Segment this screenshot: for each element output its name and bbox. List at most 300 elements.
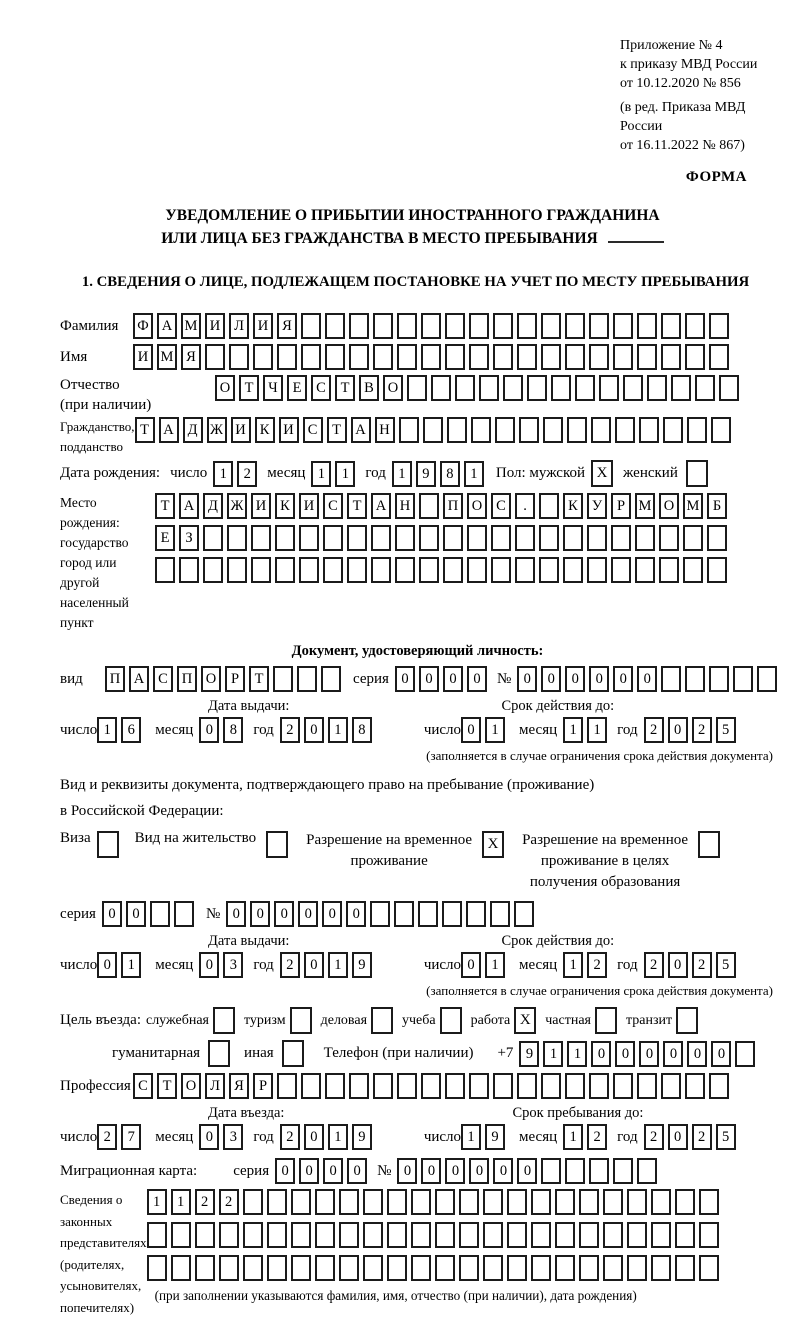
- char-cell[interactable]: [563, 525, 583, 551]
- char-cell[interactable]: 0: [639, 1041, 659, 1067]
- char-cell[interactable]: З: [179, 525, 199, 551]
- char-cell[interactable]: [757, 666, 777, 692]
- char-cell[interactable]: [591, 417, 611, 443]
- char-cell[interactable]: 0: [298, 901, 318, 927]
- char-cell[interactable]: [603, 1189, 623, 1215]
- char-cell[interactable]: [490, 901, 510, 927]
- char-cell[interactable]: 2: [280, 952, 300, 978]
- char-cell[interactable]: 2: [195, 1189, 215, 1215]
- char-cell[interactable]: [543, 417, 563, 443]
- char-cell[interactable]: [179, 557, 199, 583]
- char-cell[interactable]: 0: [346, 901, 366, 927]
- checkbox-tourism[interactable]: [290, 1007, 312, 1034]
- char-cell[interactable]: [493, 1073, 513, 1099]
- char-cell[interactable]: 0: [687, 1041, 707, 1067]
- char-cell[interactable]: [243, 1255, 263, 1281]
- char-cell[interactable]: [407, 375, 427, 401]
- char-cell[interactable]: [299, 557, 319, 583]
- char-cell[interactable]: [471, 417, 491, 443]
- char-cell[interactable]: Т: [239, 375, 259, 401]
- char-cell[interactable]: 0: [493, 1158, 513, 1184]
- char-cell[interactable]: О: [383, 375, 403, 401]
- checkbox-residence-permit[interactable]: [266, 831, 288, 858]
- char-cell[interactable]: [363, 1255, 383, 1281]
- char-cell[interactable]: [395, 525, 415, 551]
- char-cell[interactable]: [325, 1073, 345, 1099]
- char-cell[interactable]: [397, 1073, 417, 1099]
- char-cell[interactable]: [443, 525, 463, 551]
- char-cell[interactable]: 0: [541, 666, 561, 692]
- char-cell[interactable]: [323, 557, 343, 583]
- char-cell[interactable]: 2: [692, 717, 712, 743]
- char-cell[interactable]: [699, 1255, 719, 1281]
- char-cell[interactable]: 1: [335, 461, 355, 487]
- char-cell[interactable]: [519, 417, 539, 443]
- char-cell[interactable]: [229, 344, 249, 370]
- char-cell[interactable]: [515, 557, 535, 583]
- char-cell[interactable]: [445, 344, 465, 370]
- char-cell[interactable]: [301, 1073, 321, 1099]
- char-cell[interactable]: 2: [280, 1124, 300, 1150]
- char-cell[interactable]: 1: [587, 717, 607, 743]
- char-cell[interactable]: [687, 417, 707, 443]
- char-cell[interactable]: [418, 901, 438, 927]
- char-cell[interactable]: А: [129, 666, 149, 692]
- char-cell[interactable]: А: [351, 417, 371, 443]
- char-cell[interactable]: Р: [225, 666, 245, 692]
- char-cell[interactable]: [541, 1158, 561, 1184]
- char-cell[interactable]: [555, 1189, 575, 1215]
- char-cell[interactable]: [373, 344, 393, 370]
- char-cell[interactable]: [455, 375, 475, 401]
- char-cell[interactable]: 0: [663, 1041, 683, 1067]
- char-cell[interactable]: И: [133, 344, 153, 370]
- char-cell[interactable]: М: [181, 313, 201, 339]
- char-cell[interactable]: [707, 557, 727, 583]
- char-cell[interactable]: [539, 557, 559, 583]
- char-cell[interactable]: 0: [397, 1158, 417, 1184]
- char-cell[interactable]: [291, 1255, 311, 1281]
- char-cell[interactable]: 0: [274, 901, 294, 927]
- char-cell[interactable]: 9: [485, 1124, 505, 1150]
- char-cell[interactable]: 1: [171, 1189, 191, 1215]
- char-cell[interactable]: [349, 344, 369, 370]
- char-cell[interactable]: Л: [205, 1073, 225, 1099]
- char-cell[interactable]: 0: [199, 717, 219, 743]
- char-cell[interactable]: [466, 901, 486, 927]
- char-cell[interactable]: 2: [644, 1124, 664, 1150]
- char-cell[interactable]: И: [279, 417, 299, 443]
- char-cell[interactable]: [515, 525, 535, 551]
- char-cell[interactable]: П: [443, 493, 463, 519]
- checkbox-visa[interactable]: [97, 831, 119, 858]
- char-cell[interactable]: [469, 344, 489, 370]
- char-cell[interactable]: [565, 313, 585, 339]
- char-cell[interactable]: 0: [517, 1158, 537, 1184]
- char-cell[interactable]: [431, 375, 451, 401]
- char-cell[interactable]: [251, 525, 271, 551]
- char-cell[interactable]: 9: [352, 952, 372, 978]
- char-cell[interactable]: 9: [519, 1041, 539, 1067]
- char-cell[interactable]: 1: [213, 461, 233, 487]
- char-cell[interactable]: [683, 525, 703, 551]
- char-cell[interactable]: [589, 1073, 609, 1099]
- char-cell[interactable]: [711, 417, 731, 443]
- char-cell[interactable]: [155, 557, 175, 583]
- char-cell[interactable]: [203, 525, 223, 551]
- char-cell[interactable]: 2: [644, 952, 664, 978]
- checkbox-female[interactable]: [686, 460, 708, 487]
- char-cell[interactable]: [635, 557, 655, 583]
- char-cell[interactable]: [507, 1255, 527, 1281]
- char-cell[interactable]: [599, 375, 619, 401]
- char-cell[interactable]: П: [177, 666, 197, 692]
- char-cell[interactable]: [709, 313, 729, 339]
- char-cell[interactable]: [411, 1222, 431, 1248]
- char-cell[interactable]: 2: [692, 1124, 712, 1150]
- char-cell[interactable]: [493, 313, 513, 339]
- char-cell[interactable]: [171, 1222, 191, 1248]
- char-cell[interactable]: А: [371, 493, 391, 519]
- char-cell[interactable]: 2: [219, 1189, 239, 1215]
- char-cell[interactable]: 1: [97, 717, 117, 743]
- char-cell[interactable]: 0: [668, 952, 688, 978]
- char-cell[interactable]: 2: [237, 461, 257, 487]
- char-cell[interactable]: 0: [275, 1158, 295, 1184]
- char-cell[interactable]: [613, 1073, 633, 1099]
- char-cell[interactable]: 0: [304, 952, 324, 978]
- char-cell[interactable]: [299, 525, 319, 551]
- char-cell[interactable]: В: [359, 375, 379, 401]
- char-cell[interactable]: М: [635, 493, 655, 519]
- char-cell[interactable]: 0: [613, 666, 633, 692]
- char-cell[interactable]: И: [231, 417, 251, 443]
- char-cell[interactable]: [517, 313, 537, 339]
- char-cell[interactable]: С: [303, 417, 323, 443]
- char-cell[interactable]: 1: [311, 461, 331, 487]
- char-cell[interactable]: К: [563, 493, 583, 519]
- char-cell[interactable]: [531, 1255, 551, 1281]
- char-cell[interactable]: [637, 1158, 657, 1184]
- char-cell[interactable]: [587, 525, 607, 551]
- checkbox-official[interactable]: [213, 1007, 235, 1034]
- char-cell[interactable]: [661, 313, 681, 339]
- char-cell[interactable]: [659, 525, 679, 551]
- char-cell[interactable]: [267, 1222, 287, 1248]
- char-cell[interactable]: [603, 1222, 623, 1248]
- char-cell[interactable]: [371, 525, 391, 551]
- char-cell[interactable]: [435, 1255, 455, 1281]
- char-cell[interactable]: 1: [392, 461, 412, 487]
- char-cell[interactable]: [635, 525, 655, 551]
- char-cell[interactable]: [675, 1255, 695, 1281]
- char-cell[interactable]: 0: [668, 717, 688, 743]
- char-cell[interactable]: [395, 557, 415, 583]
- char-cell[interactable]: [659, 557, 679, 583]
- char-cell[interactable]: 0: [299, 1158, 319, 1184]
- char-cell[interactable]: А: [157, 313, 177, 339]
- char-cell[interactable]: 0: [615, 1041, 635, 1067]
- char-cell[interactable]: [483, 1222, 503, 1248]
- char-cell[interactable]: [575, 375, 595, 401]
- char-cell[interactable]: [397, 344, 417, 370]
- char-cell[interactable]: [493, 344, 513, 370]
- char-cell[interactable]: [347, 525, 367, 551]
- char-cell[interactable]: Т: [249, 666, 269, 692]
- char-cell[interactable]: [733, 666, 753, 692]
- char-cell[interactable]: 6: [121, 717, 141, 743]
- char-cell[interactable]: [707, 525, 727, 551]
- char-cell[interactable]: С: [323, 493, 343, 519]
- char-cell[interactable]: [205, 344, 225, 370]
- char-cell[interactable]: [579, 1189, 599, 1215]
- char-cell[interactable]: [419, 493, 439, 519]
- char-cell[interactable]: 0: [199, 1124, 219, 1150]
- char-cell[interactable]: [251, 557, 271, 583]
- char-cell[interactable]: [639, 417, 659, 443]
- char-cell[interactable]: [253, 344, 273, 370]
- char-cell[interactable]: [435, 1189, 455, 1215]
- char-cell[interactable]: [147, 1255, 167, 1281]
- char-cell[interactable]: [399, 417, 419, 443]
- char-cell[interactable]: 0: [461, 952, 481, 978]
- char-cell[interactable]: [541, 344, 561, 370]
- char-cell[interactable]: [315, 1189, 335, 1215]
- char-cell[interactable]: [315, 1255, 335, 1281]
- char-cell[interactable]: Ж: [227, 493, 247, 519]
- char-cell[interactable]: [315, 1222, 335, 1248]
- char-cell[interactable]: [443, 557, 463, 583]
- char-cell[interactable]: [445, 1073, 465, 1099]
- char-cell[interactable]: [195, 1255, 215, 1281]
- char-cell[interactable]: [397, 313, 417, 339]
- char-cell[interactable]: С: [153, 666, 173, 692]
- char-cell[interactable]: [517, 1073, 537, 1099]
- char-cell[interactable]: [387, 1189, 407, 1215]
- char-cell[interactable]: 1: [328, 1124, 348, 1150]
- char-cell[interactable]: 3: [223, 952, 243, 978]
- char-cell[interactable]: [411, 1255, 431, 1281]
- char-cell[interactable]: [219, 1255, 239, 1281]
- char-cell[interactable]: [651, 1222, 671, 1248]
- char-cell[interactable]: 1: [563, 952, 583, 978]
- char-cell[interactable]: Д: [183, 417, 203, 443]
- char-cell[interactable]: 0: [591, 1041, 611, 1067]
- char-cell[interactable]: 0: [565, 666, 585, 692]
- char-cell[interactable]: [541, 1073, 561, 1099]
- char-cell[interactable]: [663, 417, 683, 443]
- char-cell[interactable]: [555, 1255, 575, 1281]
- char-cell[interactable]: [551, 375, 571, 401]
- char-cell[interactable]: [527, 375, 547, 401]
- char-cell[interactable]: [203, 557, 223, 583]
- char-cell[interactable]: 2: [587, 952, 607, 978]
- char-cell[interactable]: 0: [421, 1158, 441, 1184]
- char-cell[interactable]: И: [205, 313, 225, 339]
- checkbox-edu-permit[interactable]: [698, 831, 720, 858]
- char-cell[interactable]: 8: [352, 717, 372, 743]
- char-cell[interactable]: [531, 1189, 551, 1215]
- char-cell[interactable]: [291, 1189, 311, 1215]
- char-cell[interactable]: О: [467, 493, 487, 519]
- char-cell[interactable]: 0: [461, 717, 481, 743]
- char-cell[interactable]: 1: [328, 952, 348, 978]
- char-cell[interactable]: [539, 493, 559, 519]
- char-cell[interactable]: [347, 557, 367, 583]
- char-cell[interactable]: [419, 557, 439, 583]
- char-cell[interactable]: [531, 1222, 551, 1248]
- char-cell[interactable]: 0: [250, 901, 270, 927]
- char-cell[interactable]: Н: [395, 493, 415, 519]
- char-cell[interactable]: 2: [587, 1124, 607, 1150]
- char-cell[interactable]: [171, 1255, 191, 1281]
- char-cell[interactable]: [579, 1222, 599, 1248]
- char-cell[interactable]: [699, 1222, 719, 1248]
- char-cell[interactable]: [647, 375, 667, 401]
- char-cell[interactable]: [567, 417, 587, 443]
- char-cell[interactable]: Р: [611, 493, 631, 519]
- checkbox-work[interactable]: X: [514, 1007, 536, 1034]
- char-cell[interactable]: 8: [440, 461, 460, 487]
- char-cell[interactable]: Л: [229, 313, 249, 339]
- char-cell[interactable]: [150, 901, 170, 927]
- char-cell[interactable]: 0: [226, 901, 246, 927]
- char-cell[interactable]: И: [251, 493, 271, 519]
- char-cell[interactable]: [363, 1222, 383, 1248]
- char-cell[interactable]: Т: [327, 417, 347, 443]
- char-cell[interactable]: [685, 313, 705, 339]
- char-cell[interactable]: 0: [419, 666, 439, 692]
- char-cell[interactable]: [507, 1189, 527, 1215]
- char-cell[interactable]: Т: [157, 1073, 177, 1099]
- char-cell[interactable]: [325, 313, 345, 339]
- char-cell[interactable]: [507, 1222, 527, 1248]
- char-cell[interactable]: [627, 1255, 647, 1281]
- char-cell[interactable]: [709, 1073, 729, 1099]
- char-cell[interactable]: [579, 1255, 599, 1281]
- char-cell[interactable]: [483, 1189, 503, 1215]
- char-cell[interactable]: С: [311, 375, 331, 401]
- checkbox-temp-permit[interactable]: X: [482, 831, 504, 858]
- char-cell[interactable]: [541, 313, 561, 339]
- char-cell[interactable]: [267, 1255, 287, 1281]
- char-cell[interactable]: [227, 557, 247, 583]
- char-cell[interactable]: [339, 1189, 359, 1215]
- char-cell[interactable]: 1: [567, 1041, 587, 1067]
- char-cell[interactable]: [469, 1073, 489, 1099]
- char-cell[interactable]: [685, 1073, 705, 1099]
- char-cell[interactable]: Т: [135, 417, 155, 443]
- char-cell[interactable]: [277, 344, 297, 370]
- char-cell[interactable]: .: [515, 493, 535, 519]
- char-cell[interactable]: [685, 666, 705, 692]
- char-cell[interactable]: [421, 344, 441, 370]
- char-cell[interactable]: [435, 1222, 455, 1248]
- char-cell[interactable]: [613, 344, 633, 370]
- char-cell[interactable]: 0: [126, 901, 146, 927]
- char-cell[interactable]: [491, 557, 511, 583]
- char-cell[interactable]: [491, 525, 511, 551]
- char-cell[interactable]: 0: [199, 952, 219, 978]
- char-cell[interactable]: [627, 1189, 647, 1215]
- char-cell[interactable]: И: [299, 493, 319, 519]
- char-cell[interactable]: Д: [203, 493, 223, 519]
- char-cell[interactable]: [651, 1255, 671, 1281]
- char-cell[interactable]: 0: [589, 666, 609, 692]
- char-cell[interactable]: [709, 666, 729, 692]
- char-cell[interactable]: Ж: [207, 417, 227, 443]
- char-cell[interactable]: Р: [253, 1073, 273, 1099]
- char-cell[interactable]: С: [491, 493, 511, 519]
- char-cell[interactable]: [565, 344, 585, 370]
- char-cell[interactable]: 1: [543, 1041, 563, 1067]
- char-cell[interactable]: [394, 901, 414, 927]
- char-cell[interactable]: О: [215, 375, 235, 401]
- char-cell[interactable]: [349, 313, 369, 339]
- char-cell[interactable]: 5: [716, 1124, 736, 1150]
- char-cell[interactable]: 7: [121, 1124, 141, 1150]
- char-cell[interactable]: 1: [121, 952, 141, 978]
- char-cell[interactable]: [735, 1041, 755, 1067]
- char-cell[interactable]: [661, 344, 681, 370]
- char-cell[interactable]: [565, 1073, 585, 1099]
- char-cell[interactable]: [514, 901, 534, 927]
- char-cell[interactable]: [589, 344, 609, 370]
- checkbox-male[interactable]: X: [591, 460, 613, 487]
- char-cell[interactable]: [613, 313, 633, 339]
- char-cell[interactable]: Ч: [263, 375, 283, 401]
- char-cell[interactable]: [587, 557, 607, 583]
- char-cell[interactable]: [387, 1255, 407, 1281]
- char-cell[interactable]: [603, 1255, 623, 1281]
- char-cell[interactable]: П: [105, 666, 125, 692]
- char-cell[interactable]: 1: [563, 1124, 583, 1150]
- char-cell[interactable]: [699, 1189, 719, 1215]
- char-cell[interactable]: [387, 1222, 407, 1248]
- char-cell[interactable]: [219, 1222, 239, 1248]
- char-cell[interactable]: О: [659, 493, 679, 519]
- char-cell[interactable]: [611, 557, 631, 583]
- char-cell[interactable]: [517, 344, 537, 370]
- char-cell[interactable]: [363, 1189, 383, 1215]
- char-cell[interactable]: [325, 344, 345, 370]
- char-cell[interactable]: [459, 1222, 479, 1248]
- char-cell[interactable]: [147, 1222, 167, 1248]
- char-cell[interactable]: 0: [469, 1158, 489, 1184]
- char-cell[interactable]: 0: [395, 666, 415, 692]
- char-cell[interactable]: [563, 557, 583, 583]
- char-cell[interactable]: 0: [668, 1124, 688, 1150]
- char-cell[interactable]: [277, 1073, 297, 1099]
- char-cell[interactable]: [479, 375, 499, 401]
- char-cell[interactable]: 0: [322, 901, 342, 927]
- char-cell[interactable]: [459, 1189, 479, 1215]
- char-cell[interactable]: Е: [155, 525, 175, 551]
- char-cell[interactable]: 2: [644, 717, 664, 743]
- char-cell[interactable]: [243, 1222, 263, 1248]
- char-cell[interactable]: [339, 1255, 359, 1281]
- char-cell[interactable]: 9: [352, 1124, 372, 1150]
- char-cell[interactable]: О: [201, 666, 221, 692]
- char-cell[interactable]: [370, 901, 390, 927]
- char-cell[interactable]: [719, 375, 739, 401]
- char-cell[interactable]: 8: [223, 717, 243, 743]
- char-cell[interactable]: Т: [335, 375, 355, 401]
- char-cell[interactable]: [467, 557, 487, 583]
- char-cell[interactable]: Т: [155, 493, 175, 519]
- char-cell[interactable]: [589, 1158, 609, 1184]
- char-cell[interactable]: [503, 375, 523, 401]
